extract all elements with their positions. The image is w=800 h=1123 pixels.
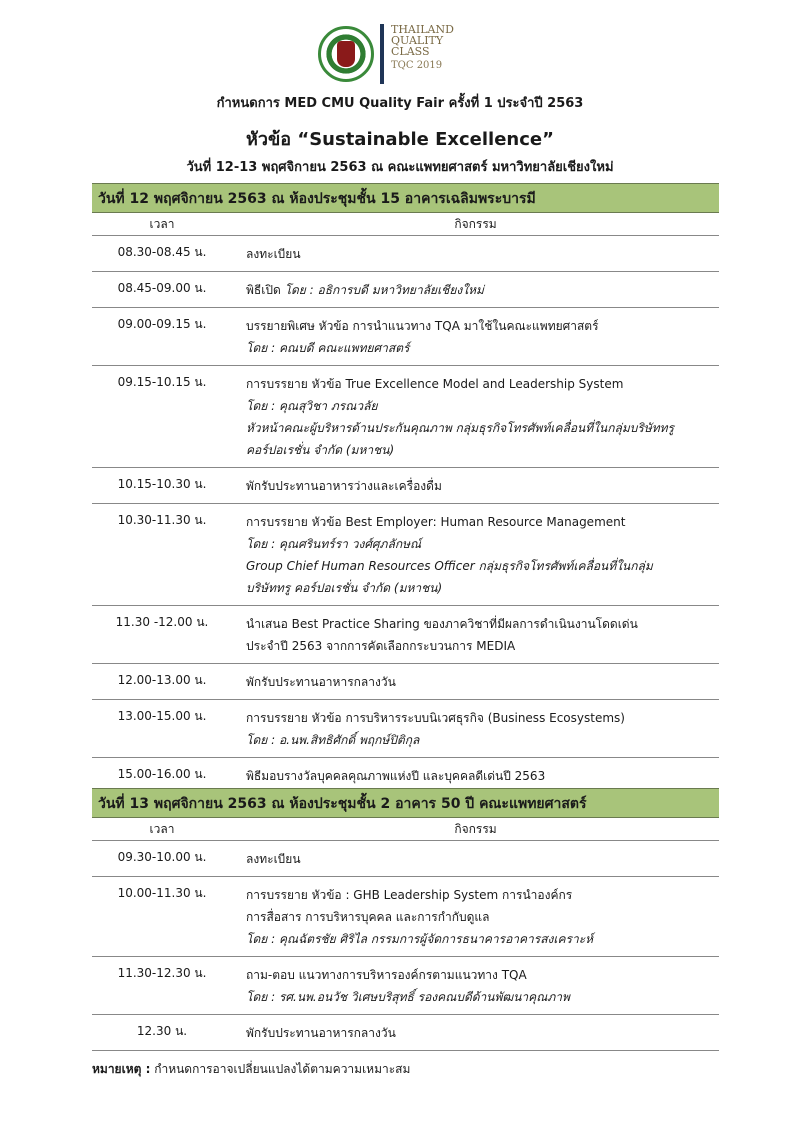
row-time: 10.30-11.30 น. [117,513,207,527]
activity-text: โดย : คณบดี คณะแพทยศาสตร์ [246,341,410,355]
footnote-text: กำหนดการอาจเปลี่ยนแปลงได้ตามความเหมาะสม [150,1062,411,1076]
activity-line [246,279,719,301]
row-time: 10.15-10.30 น. [117,477,207,491]
activity-line [246,373,719,395]
activity-text: การบรรยาย หัวข้อ True Excellence Model and Leadership System [246,377,624,391]
event-date-venue: วันที่ 12-13 พฤศจิกายน 2563 ณ คณะแพทยศาสตร์ มหาวิทยาลัยเชียงใหม่ [186,160,614,175]
column-header [92,214,719,236]
schedule-row [92,841,719,877]
row-activity [232,468,719,503]
row-activity [232,504,719,605]
schedule-row [92,504,719,606]
row-activity [232,366,719,467]
activity-line [246,986,719,1008]
activity-text: การสื่อสาร การบริหารบุคคล และการกำกับดูแล [246,910,490,924]
row-time: 08.30-08.45 น. [117,245,207,259]
tqc-logo-bar [380,24,384,84]
activity-text: ถาม-ตอบ แนวทางการบริหารองค์กรตามแนวทาง TQA [246,968,527,982]
activity-line [246,635,719,657]
activity-line [246,707,719,729]
activity-line [246,315,719,337]
activity-line [246,884,719,906]
day2-header: วันที่ 13 พฤศจิกายน 2563 ณ ห้องประชุมชั้น 2 อาคาร 50 ปี คณะแพทยศาสตร์ [92,788,719,818]
activity-text: พักรับประทานอาหารกลางวัน [246,1026,396,1040]
activity-line [246,395,719,417]
schedule-row [92,308,719,366]
row-activity [232,877,719,956]
row-activity [232,606,719,663]
faculty-seal-logo [318,26,374,82]
activity-text: พิธีเปิด [246,283,281,297]
activity-line [246,964,719,986]
schedule-row [92,957,719,1015]
row-time: 13.00-15.00 น. [117,709,207,723]
row-activity [232,308,719,365]
schedule-title: กำหนดการ MED CMU Quality Fair ครั้งที่ 1 ประจำปี 2563 [216,96,584,111]
activity-line [246,555,719,577]
schedule-row [92,877,719,957]
activity-line [246,243,719,265]
row-activity [232,1015,719,1050]
activity-line [246,439,719,461]
activity-line [246,475,719,497]
activity-text: บรรยายพิเศษ หัวข้อ การนำแนวทาง TQA มาใช้ในคณะแพทยศาสตร์ [246,319,599,333]
row-time: 11.30 -12.00 น. [115,615,209,629]
activity-line [246,671,719,693]
footnote [92,1060,410,1079]
activity-line [246,765,719,787]
activity-text: โดย : อ.นพ.สิทธิศักดิ์ พฤกษ์ปิติกุล [246,733,420,747]
activity-text: Group Chief Human Resources Officer กลุ่มธุรกิจโทรศัพท์เคลื่อนที่ในกลุ่ม [246,559,653,573]
tqc-logo-year: TQC 2019 [391,60,443,71]
row-time: 11.30-12.30 น. [117,966,207,980]
row-time: 12.00-13.00 น. [117,673,207,687]
time-column-header: เวลา [149,822,175,836]
schedule-row [92,272,719,308]
logos [0,22,800,84]
row-activity [232,841,719,876]
row-activity [232,957,719,1014]
activity-text: พิธีมอบรางวัลบุคคลคุณภาพแห่งปี และบุคคลดีเด่นปี 2563 [246,769,546,783]
activity-line [246,511,719,533]
activity-line [246,1022,719,1044]
tqc-logo-line: CLASS [391,45,430,58]
row-time: 09.15-10.15 น. [117,375,207,389]
seal-emblem-icon [337,41,355,67]
tqc-logo [391,24,471,71]
activity-text: โดย : รศ.นพ.อนวัช วิเศษบริสุทธิ์ รองคณบดีด้านพัฒนาคุณภาพ [246,990,570,1004]
activity-text: โดย : คุณฉัตรชัย ศิริไล กรรมการผู้จัดการธนาคารอาคารสงเคราะห์ [246,932,594,946]
activity-line [246,613,719,635]
row-time: 09.00-09.15 น. [117,317,207,331]
activity-line [246,848,719,870]
day2-table [92,819,719,1051]
activity-line [246,729,719,751]
schedule-row [92,468,719,504]
activity-text: คอร์ปอเรชั่น จำกัด (มหาชน) [246,443,395,457]
schedule-row [92,236,719,272]
row-activity [232,700,719,757]
time-column-header: เวลา [149,217,175,231]
topic-title: หัวข้อ “Sustainable Excellence” [246,129,554,150]
activity-column-header: กิจกรรม [454,217,497,231]
row-time: 09.30-10.00 น. [117,850,207,864]
activity-text: หัวหน้าคณะผู้บริหารด้านประกันคุณภาพ กลุ่มธุรกิจโทรศัพท์เคลื่อนที่ในกลุ่มบริษัททรู [246,421,675,435]
activity-column-header: กิจกรรม [454,822,497,836]
activity-text: พักรับประทานอาหารกลางวัน [246,675,396,689]
day1-header: วันที่ 12 พฤศจิกายน 2563 ณ ห้องประชุมชั้น 15 อาคารเฉลิมพระบารมี [92,183,719,213]
row-time: 08.45-09.00 น. [117,281,207,295]
activity-text: ลงทะเบียน [246,852,301,866]
activity-text: ลงทะเบียน [246,247,301,261]
activity-speaker: โดย : อธิการบดี มหาวิทยาลัยเชียงใหม่ [280,283,484,297]
activity-text: โดย : คุณสุวิชา ภรณวลัย [246,399,378,413]
activity-line [246,577,719,599]
activity-text: พักรับประทานอาหารว่างและเครื่องดื่ม [246,479,442,493]
activity-text: บริษัททรู คอร์ปอเรชั่น จำกัด (มหาชน) [246,581,443,595]
activity-text: การบรรยาย หัวข้อ Best Employer: Human Resource Management [246,515,626,529]
row-time: 12.30 น. [136,1024,188,1038]
tqc-logo-line: THAILAND [391,23,454,36]
activity-line [246,533,719,555]
activity-line [246,417,719,439]
schedule-row [92,366,719,468]
schedule-row [92,606,719,664]
activity-line [246,337,719,359]
activity-text: การบรรยาย หัวข้อ การบริหารระบบนิเวศธุรกิจ (Business Ecosystems) [246,711,625,725]
activity-text: การบรรยาย หัวข้อ : GHB Leadership System การนำองค์กร [246,888,573,902]
row-activity [232,664,719,699]
row-activity [232,236,719,271]
footnote-label: หมายเหตุ : [92,1062,151,1076]
activity-text: นำเสนอ Best Practice Sharing ของภาควิชาที่มีผลการดำเนินงานโดดเด่น [246,617,638,631]
schedule-row [92,1015,719,1051]
row-time: 15.00-16.00 น. [117,767,207,781]
row-activity [232,272,719,307]
activity-line [246,906,719,928]
activity-text: โดย : คุณศรินทร์รา วงศ์ศุภลักษณ์ [246,537,422,551]
activity-line [246,928,719,950]
schedule-row [92,664,719,700]
activity-text: ประจำปี 2563 จากการคัดเลือกกระบวนการ MEDIA [246,639,516,653]
schedule-row [92,700,719,758]
row-time: 10.00-11.30 น. [117,886,207,900]
day1-table [92,214,719,794]
tqc-logo-line: QUALITY [391,34,444,47]
column-header [92,819,719,841]
